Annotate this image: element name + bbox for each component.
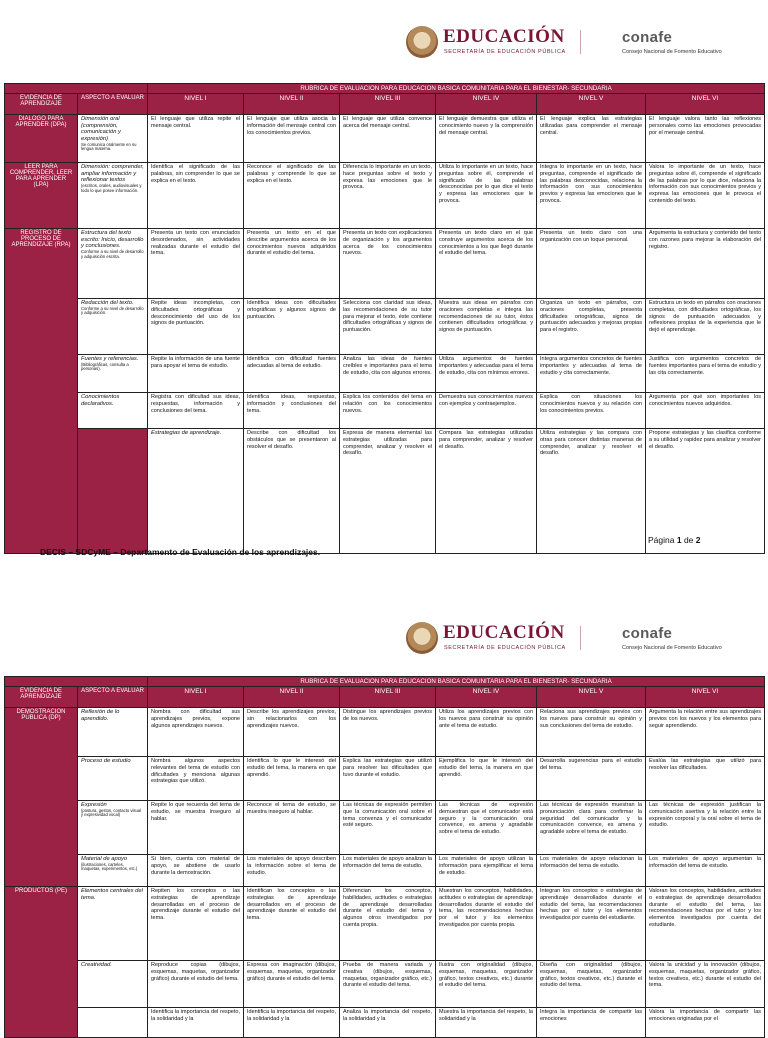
rubric-cell: Utiliza lo importante en un texto, hace preguntas sobre él, comprende el significado de las palabras desconocidas por lo que dice el texto y expresa las emociones que le provoca.	[436, 163, 537, 229]
aspect-note: Conforme a su nivel de desarrollo y adquisición.	[81, 305, 144, 316]
rubric-cell: Argumenta la estructura y contenido del texto con razones para mejorar la elaboración del registro.	[646, 229, 765, 299]
col-header-nivel-4: NIVEL IV	[436, 94, 537, 115]
rubric-cell: El lenguaje valora tanto las reflexiones personales como las emociones provocadas por el mensaje central.	[646, 115, 765, 163]
rubric-cell: Utiliza estrategias y las compara con otras para conocer distintas maneras de comprender, analizar y resolver el desafío.	[537, 429, 646, 554]
aspect-title: Proceso de estudio	[81, 758, 131, 764]
table-row	[5, 355, 765, 393]
aspect-cell	[78, 163, 148, 229]
rubric-cell: Integran los conceptos o estrategias de aprendizaje desarrollados durante el estudio del tema, las recomendaciones hechas por el tutor y los elementos investigados por cuenta del estudiante.	[537, 887, 646, 961]
rubric-cell: Prueba de manera variada y creativa (dibujos, esquemas, maquetas, organizador gráfico, etc.) durante el estudio del tema.	[340, 961, 436, 1008]
educacion-subtitle: SECRETARÍA DE EDUCACIÓN PÚBLICA	[444, 645, 566, 651]
rubric-cell: Diferencian los conceptos, habilidades, actitudes o estrategias de aprendizaje desarrolladas durante el estudio del tema y algunos otros investigados por cuenta propia.	[340, 887, 436, 961]
rubric-cell: Identifica ideas con dificultades ortográficas y algunos signos de puntuación.	[244, 299, 340, 355]
aspect-title: Dimensión: comprender, ampliar información y reflexionar textos	[81, 164, 144, 184]
rubric-cell: Los materiales de apoyo argumentan la información del tema de estudio.	[646, 855, 765, 887]
aspect-title: Elementos centrales del tema.	[81, 888, 143, 901]
rubric-cell: Muestran los conceptos, habilidades, actitudes o estrategias de aprendizaje desarrollados durante el estudio del tema, las recomendaciones hechas por el tutor y los elementos investigados por cuenta propia.	[436, 887, 537, 961]
rubric-cell: Las técnicas de expresión permiten que la comunicación oral sobre el tema convenza y el comunicador esté seguro.	[340, 801, 436, 855]
table-header-row	[5, 94, 765, 115]
rubric-cell: Valora lo importante de un texto, hace preguntas sobre él, comprende el significado de las palabras por lo que dice, relaciona la información con sus conocimientos previos y expresa las emociones que le provoca el contenido del texto.	[646, 163, 765, 229]
rubric-cell: Expresa de manera elemental las estrategias utilizadas para comprender, analizar y resolver el desafío.	[340, 429, 436, 554]
rubric-cell: Evalúa las estrategias que utilizó para resolver las dificultades.	[646, 757, 765, 801]
rubric-cell: Las técnicas de expresión justifican la comunicación asertiva y la relación entre la expresión corporal y la oral sobre el tema de estudio.	[646, 801, 765, 855]
rubric-cell: Muestra la importancia del respeto, la solidaridad y la	[436, 1008, 537, 1038]
aspect-cell	[78, 887, 148, 961]
rubric-cell: Repite ideas incompletas, con dificultades ortográficas y desconocimiento del uso de los signos de puntuación.	[148, 299, 244, 355]
col-header-aspect: ASPECTO A EVALUAR	[78, 687, 148, 708]
conafe-subtitle: Consejo Nacional de Fomento Educativo	[622, 645, 722, 651]
aspect-title: Estructura del texto escrito: Inicio, desarrollo y conclusiones.	[81, 230, 144, 250]
rubric-cell: Organiza un texto en párrafos, con oraciones completas, presenta dificultades ortográficas, signos de puntuación adecuados y mejoras propias para el registro.	[537, 299, 646, 355]
rubric-cell: Distingue los aprendizajes previos de los nuevos.	[340, 708, 436, 757]
rubric-cell: Nombra con dificultad sus aprendizajes previos, expone algunos aprendizajes nuevos.	[148, 708, 244, 757]
col-header-evidence: EVIDENCIA DE APRENDIZAJE	[5, 687, 78, 708]
table-row	[5, 961, 765, 1008]
table-header-row	[5, 687, 765, 708]
rubric-cell: Demuestra sus conocimientos nuevos con ejemplos y contraejemplos.	[436, 393, 537, 429]
rubric-cell: Identifica el significado de las palabras, sin comprender lo que se explica en el texto.	[148, 163, 244, 229]
aspect-cell	[78, 299, 148, 355]
rubric-cell: Describe con dificultad los obstáculos que se presentaron al resolver el desafío.	[244, 429, 340, 554]
evidence-dp: DEMOSTRACIÓN PÚBLICA (DP)	[5, 708, 78, 887]
table-row	[5, 887, 765, 961]
table-row	[5, 708, 765, 757]
rubric-cell: Presenta un texto claro en el que construye argumentos acerca de los conocimientos a los que llegó durante el estudio del tema.	[436, 229, 537, 299]
rubric-cell: Utiliza los aprendizajes previos con los nuevos para construir su opinión ante el tema de estudio.	[436, 708, 537, 757]
conafe-logo: conafe	[622, 29, 673, 46]
aspect-cell	[78, 229, 148, 299]
rubric-cell: Muestra sus ideas en párrafos con oraciones completas e integra las recomendaciones de su tutor, éstos contienen dificultades ortográficas y signos de puntuación.	[436, 299, 537, 355]
aspect-title: Dimensión oral (comprensión, comunicación y expresión)	[81, 116, 121, 142]
rubric-cell: Ilustra con originalidad (dibujos, esquemas, maquetas, organizador gráfico, textos creativos, etc.) durante el estudio del tema.	[436, 961, 537, 1008]
col-header-nivel-3: NIVEL III	[340, 94, 436, 115]
rubric-cell: Si bien, cuenta con material de apoyo, se abstiene de usarlo durante la demostración.	[148, 855, 244, 887]
table-row	[5, 115, 765, 163]
educacion-subtitle: SECRETARÍA DE EDUCACIÓN PÚBLICA	[444, 49, 566, 55]
rubric-cell: Selecciona con claridad sus ideas, las recomendaciones de su tutor para mejorar el texto, éste contiene dificultades ortográficas y signos de puntuación.	[340, 299, 436, 355]
aspect-title: Fuentes y referencias.	[81, 356, 139, 362]
evidence-rpa: REGISTRO DE PROCESO DE APRENDIZAJE (RPA)	[5, 229, 78, 554]
aspect-cell	[78, 708, 148, 757]
table-row	[5, 801, 765, 855]
rubric-cell: Utiliza argumentos de fuentes importantes y adecuadas para el tema de estudio, cita con mínimos errores.	[436, 355, 537, 393]
aspect-note: (postura, gestos, contacto visual y expresividad vocal)	[81, 807, 142, 818]
rubric-table-page2	[4, 676, 765, 1038]
col-header-nivel-2: NIVEL II	[244, 687, 340, 708]
table-row	[5, 229, 765, 299]
aspect-title: Reflexión de lo aprendido.	[81, 709, 120, 722]
rubric-cell: Presenta un texto claro con una organización con un toque personal.	[537, 229, 646, 299]
col-header-nivel-2: NIVEL II	[244, 94, 340, 115]
aspect-title: Conocimientos declarativos.	[81, 394, 120, 407]
aspect-title: Redacción del texto.	[81, 300, 134, 306]
table-row	[5, 1008, 765, 1038]
rubric-cell: Integra lo importante en un texto, hace preguntas, comprende el significado de las palabras desconocidas, relaciona la información con sus conocimientos previos y expresa las emociones que le provoca.	[537, 163, 646, 229]
government-seal-icon	[406, 26, 438, 58]
table-title-row	[5, 84, 765, 94]
rubric-cell: Explica los contenidos del tema en relación con los conocimientos nuevos.	[340, 393, 436, 429]
rubric-cell: Presenta un texto con explicaciones de organización y los argumentos acerca de los conocimientos nuevos.	[340, 229, 436, 299]
rubric-cell: Analiza las ideas de fuentes creíbles e importantes para el tema de estudio, cita con algunos errores.	[340, 355, 436, 393]
aspect-cell	[78, 757, 148, 801]
rubric-cell: Estructura un texto en párrafos con oraciones completas, con dificultades ortográficas, los signos de puntuación adecuados y reflexiones propias de la experiencia que le dejó el aprendizaje.	[646, 299, 765, 355]
aspect-note: (ilustraciones, carteles, maquetas, experimentos, etc.)	[81, 861, 138, 872]
rubric-cell: Expresa con imaginación (dibujos, esquemas, maquetas, organizador gráfico) durante el estudio del tema.	[244, 961, 340, 1008]
rubric-cell: Los materiales de apoyo analizan la información del tema de estudio.	[340, 855, 436, 887]
rubric-cell: Valora la unicidad y la innovación (dibujos, esquemas, maquetas, organizador gráfico, textos creativos, etc.) durante el estudio del tema.	[646, 961, 765, 1008]
rubric-table-page1	[4, 83, 765, 554]
rubric-cell: Reconoce el tema de estudio, se muestra inseguro al hablar.	[244, 801, 340, 855]
aspect-cell	[78, 115, 148, 163]
aspect-cell	[78, 961, 148, 1008]
page2-header	[0, 596, 768, 666]
rubric-cell: Los materiales de apoyo describen la información sobre el tema de estudio.	[244, 855, 340, 887]
rubric-cell: Las técnicas de expresión muestran la pronunciación clara para confirmar la seguridad del comunicador y la comunicación convence, es amena y agradable sobre el tema de estudio.	[537, 801, 646, 855]
col-header-nivel-1: NIVEL I	[148, 94, 244, 115]
table-title: RUBRICA DE EVALUACION PARA EDUCACION BASICA COMUNITARIA PARA EL BIENESTAR- SECUNDARIA	[148, 84, 765, 94]
educacion-logo: EDUCACIÓN	[443, 26, 565, 47]
aspect-title: Creatividad.	[81, 962, 112, 968]
table-row	[5, 855, 765, 887]
col-header-nivel-3: NIVEL III	[340, 687, 436, 708]
rubric-cell: El lenguaje explica las estrategias utilizadas para comprender el mensaje central.	[537, 115, 646, 163]
col-header-aspect: ASPECTO A EVALUAR	[78, 94, 148, 115]
footer-department: DECIS – SDCyME – Departamento de Evaluación de los aprendizajes.	[40, 547, 321, 557]
page1-header	[0, 0, 768, 70]
rubric-cell: Los materiales de apoyo utilizan la información para ejemplificar el tema de estudio.	[436, 855, 537, 887]
table-row	[5, 393, 765, 429]
table-row	[5, 757, 765, 801]
aspect-cell	[78, 1008, 148, 1038]
rubric-cell: Identifica ideas, respuestas, información y conclusiones del tema.	[244, 393, 340, 429]
aspect-note: Conforme a su nivel de desarrollo y adquisición escrita.	[81, 248, 144, 259]
aspect-cell	[78, 393, 148, 429]
rubric-cell: Valora la importancia de compartir las emociones originadas por el	[646, 1008, 765, 1038]
col-header-evidence: EVIDENCIA DE APRENDIZAJE	[5, 94, 78, 115]
col-header-nivel-4: NIVEL IV	[436, 687, 537, 708]
col-header-nivel-6: NIVEL VI	[646, 94, 765, 115]
rubric-cell: Desarrolla sugerencias para el estudio del tema.	[537, 757, 646, 801]
aspect-note: (Bibliográficas, consulta a personas).	[81, 361, 129, 372]
rubric-cell: Identifica con dificultad fuentes adecuadas al tema de estudio.	[244, 355, 340, 393]
rubric-cell: Ejemplifica lo que le interesó del estudio del tema, la manera en que aprendió.	[436, 757, 537, 801]
aspect-title: Estrategias de aprendizaje.	[151, 430, 222, 436]
rubric-cell: Explica con situaciones los conocimientos nuevos y su relación con los conocimientos previos.	[537, 393, 646, 429]
aspect-note: Se comunica oralmente en su lengua materna.	[81, 141, 137, 152]
rubric-cell: El lenguaje demuestra que utiliza el conocimiento nuevo y la comprensión del mensaje central.	[436, 115, 537, 163]
rubric-cell: Explica las estrategias que utilizó para resolver las dificultades que tuvo durante el estudio.	[340, 757, 436, 801]
rubric-cell: Justifica con argumentos concretos de fuentes importantes para el tema de estudio y las cita correctamente.	[646, 355, 765, 393]
aspect-cell	[78, 855, 148, 887]
logo-separator	[580, 30, 581, 54]
rubric-cell: Identifican los conceptos o las estrategias de aprendizaje desarrollados en el proceso de aprendizaje durante el estudio del tema.	[244, 887, 340, 961]
rubric-cell: Integra la importancia de compartir las emociones	[537, 1008, 646, 1038]
rubric-cell: Argumenta por qué son importantes los conocimientos nuevos adquiridos.	[646, 393, 765, 429]
rubric-cell: Identifica la importancia del respeto, la solidaridad y la	[148, 1008, 244, 1038]
col-header-nivel-5: NIVEL V	[537, 687, 646, 708]
evidence-pe: PRODUCTOS (PE)	[5, 887, 78, 1038]
rubric-cell: Repite lo que recuerda del tema de estudio, se muestra inseguro al hablar.	[148, 801, 244, 855]
col-header-nivel-6: NIVEL VI	[646, 687, 765, 708]
rubric-cell: El lenguaje que utiliza convence acerca del mensaje central.	[340, 115, 436, 163]
rubric-cell: Compara las estrategias utilizadas para comprender, analizar y resolver el desafío.	[436, 429, 537, 554]
rubric-cell: El lenguaje que utiliza repite el mensaje central.	[148, 115, 244, 163]
rubric-cell: Valoran los conceptos, habilidades, actitudes o estrategias de aprendizaje desarrollados durante el estudio del tema, las recomendaciones hechas por el tutor y los elementos investigados por cuenta del estudiante.	[646, 887, 765, 961]
aspect-cell	[78, 355, 148, 393]
rubric-cell: Describe los aprendizajes previos, sin relacionarlos con los aprendizajes nuevos.	[244, 708, 340, 757]
table-title-row	[5, 677, 765, 687]
evidence-dpa: DIÁLOGO PARA APRENDER (DPA)	[5, 115, 78, 163]
rubric-cell: Propone estrategias y las clasifica conforme a su utilidad y rapidez para analizar y resolver el desafío.	[646, 429, 765, 554]
government-seal-icon	[406, 622, 438, 654]
conafe-logo: conafe	[622, 625, 673, 642]
rubric-cell: El lenguaje que utiliza asocia la información del mensaje central con los conocimientos previos.	[244, 115, 340, 163]
rubric-cell: Las técnicas de expresión demuestran que el comunicador está seguro y la comunicación oral convence, es amena y agradable sobre el tema de estudio.	[436, 801, 537, 855]
educacion-logo: EDUCACIÓN	[443, 622, 565, 643]
rubric-cell: Reproduce copias (dibujos, esquemas, maquetas, organizador gráfico) durante el estudio del tema.	[148, 961, 244, 1008]
rubric-cell: Nombra algunos aspectos relevantes del tema de estudio con dificultades y menciona algunas estrategias que utilizó.	[148, 757, 244, 801]
rubric-cell: Reconoce el significado de las palabras y comprende lo que se explica en el texto.	[244, 163, 340, 229]
rubric-cell: Diseña con originalidad (dibujos, esquemas, maquetas, organizador gráfico, textos creativos, etc.) durante el estudio del tema.	[537, 961, 646, 1008]
table-row	[5, 163, 765, 229]
rubric-cell: Argumenta la relación entre sus aprendizajes previos con los nuevos y los elementos para seguir aprendiendo.	[646, 708, 765, 757]
aspect-cell	[148, 429, 244, 554]
conafe-subtitle: Consejo Nacional de Fomento Educativo	[622, 49, 722, 55]
rubric-cell: Repite la información de una fuente para apoyar el tema de estudio.	[148, 355, 244, 393]
rubric-cell: Relaciona sus aprendizajes previos con los nuevos para construir su opinión y sus conclusiones del tema de estudio.	[537, 708, 646, 757]
rubric-cell: Repiten los conceptos o las estrategias de aprendizaje desarrolladas en el proceso de aprendizaje durante el estudio del tema.	[148, 887, 244, 961]
rubric-cell: Los materiales de apoyo relacionan la información del tema de estudio.	[537, 855, 646, 887]
aspect-cell	[78, 801, 148, 855]
evidence-lpa: LEER PARA COMPRENDER, LEER PARA APRENDER (LPA)	[5, 163, 78, 229]
page-number: Página 1 de 2	[648, 535, 701, 545]
rubric-cell: Diferencia lo importante en un texto, hace preguntas sobre el texto y expresa las emociones que le provoca.	[340, 163, 436, 229]
col-header-nivel-5: NIVEL V	[537, 94, 646, 115]
logo-separator	[580, 626, 581, 650]
aspect-title: Material de apoyo	[81, 856, 128, 862]
col-header-nivel-1: NIVEL I	[148, 687, 244, 708]
rubric-cell: Identifica lo que le interesó del estudio del tema, la manera en que aprendió.	[244, 757, 340, 801]
aspect-note: (escritos, orales, audiovisuales y todo lo que posee información.	[81, 182, 142, 193]
table-row	[5, 299, 765, 355]
rubric-cell: Presenta un texto en el que describe argumentos acerca de los conocimientos nuevos adquiridos durante el estudio del tema.	[244, 229, 340, 299]
rubric-cell: Analiza la importancia del respeto, la solidaridad y la	[340, 1008, 436, 1038]
rubric-cell: Identifica la importancia del respeto, la solidaridad y la	[244, 1008, 340, 1038]
rubric-cell: Presenta un texto con enunciados desordenados, sin actividades realizadas durante el estudio del tema.	[148, 229, 244, 299]
rubric-cell: Registra con dificultad sus ideas, respuestas, información y conclusiones del tema.	[148, 393, 244, 429]
table-title: RUBRICA DE EVALUACION PARA EDUCACION BASICA COMUNITARIA PARA EL BIENESTAR- SECUNDARIA	[148, 677, 765, 687]
rubric-cell: Integra argumentos concretos de fuentes importantes y adecuadas al tema de estudio y cita correctamente.	[537, 355, 646, 393]
aspect-title: Expresión	[81, 802, 107, 808]
